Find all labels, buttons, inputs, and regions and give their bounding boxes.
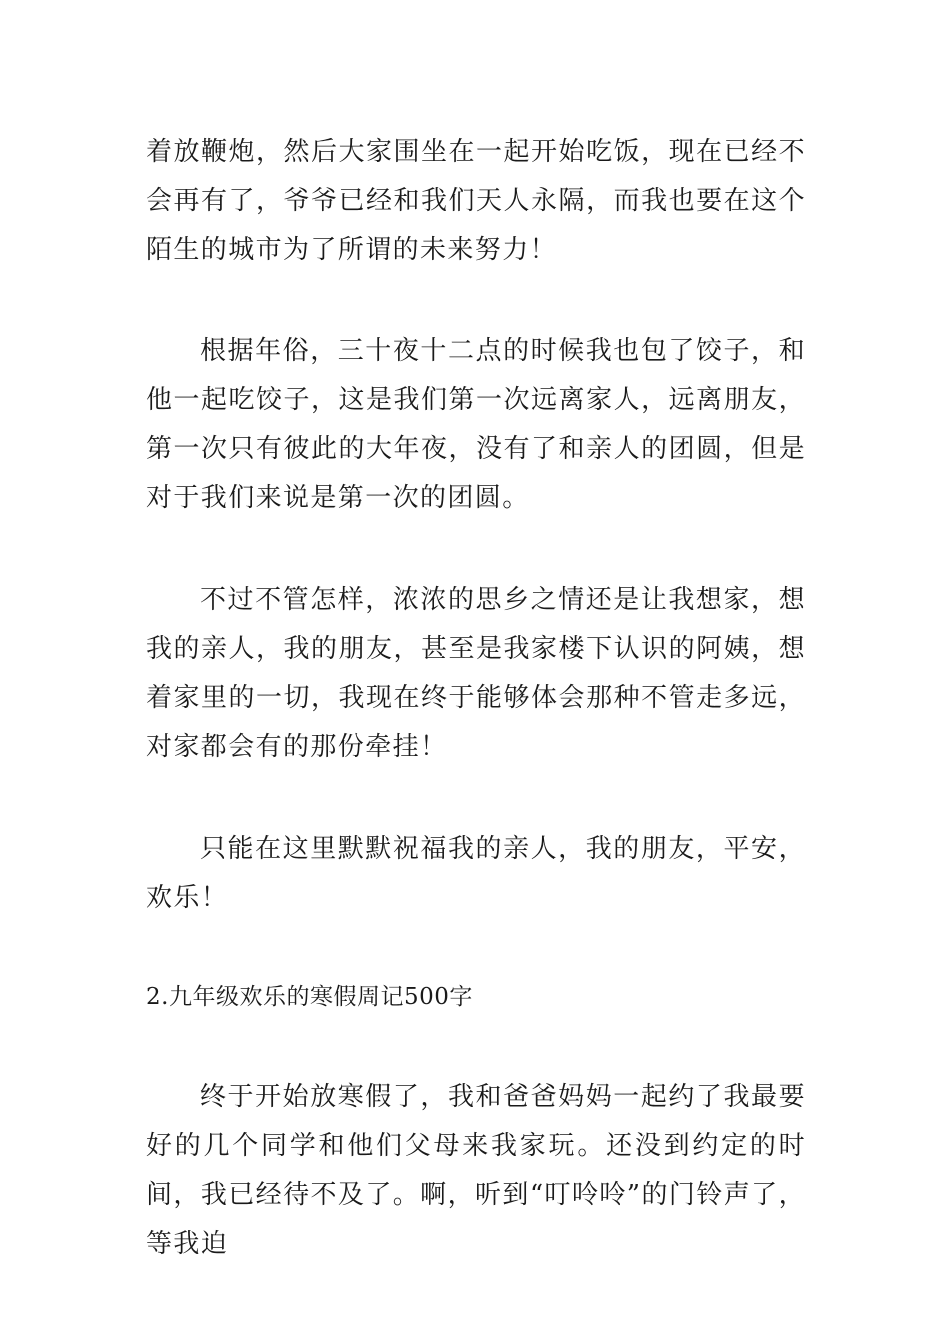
- paragraph-new-year-dumplings: 根据年俗，三十夜十二点的时候我也包了饺子，和他一起吃饺子，这是我们第一次远离家人，远离朋友，第一次只有彼此的大年夜，没有了和亲人的团圆，但是对于我们来说是第一次的团圆。: [146, 336, 806, 513]
- paragraph-homesickness: 不过不管怎样，浓浓的思乡之情还是让我想家，想我的亲人，我的朋友，甚至是我家楼下认识的阿姨，想着家里的一切，我现在终于能够体会那种不管走多远，对家都会有的那份牵挂！: [146, 585, 806, 762]
- paragraph-winter-vacation: 终于开始放寒假了，我和爸爸妈妈一起约了我最要好的几个同学和他们父母来我家玩。还没到约定的时间，我已经待不及了。啊，听到“叮呤呤”的门铃声了，等我迫: [146, 1082, 806, 1259]
- paragraph-blessing: 只能在这里默默祝福我的亲人，我的朋友，平安，欢乐！: [146, 834, 806, 913]
- paragraph-continuation: 着放鞭炮，然后大家围坐在一起开始吃饭，现在已经不会再有了，爷爷已经和我们天人永隔，而我也要在这个陌生的城市为了所谓的未来努力！: [146, 137, 806, 265]
- section-heading: 2.九年级欢乐的寒假周记500字: [146, 984, 473, 1010]
